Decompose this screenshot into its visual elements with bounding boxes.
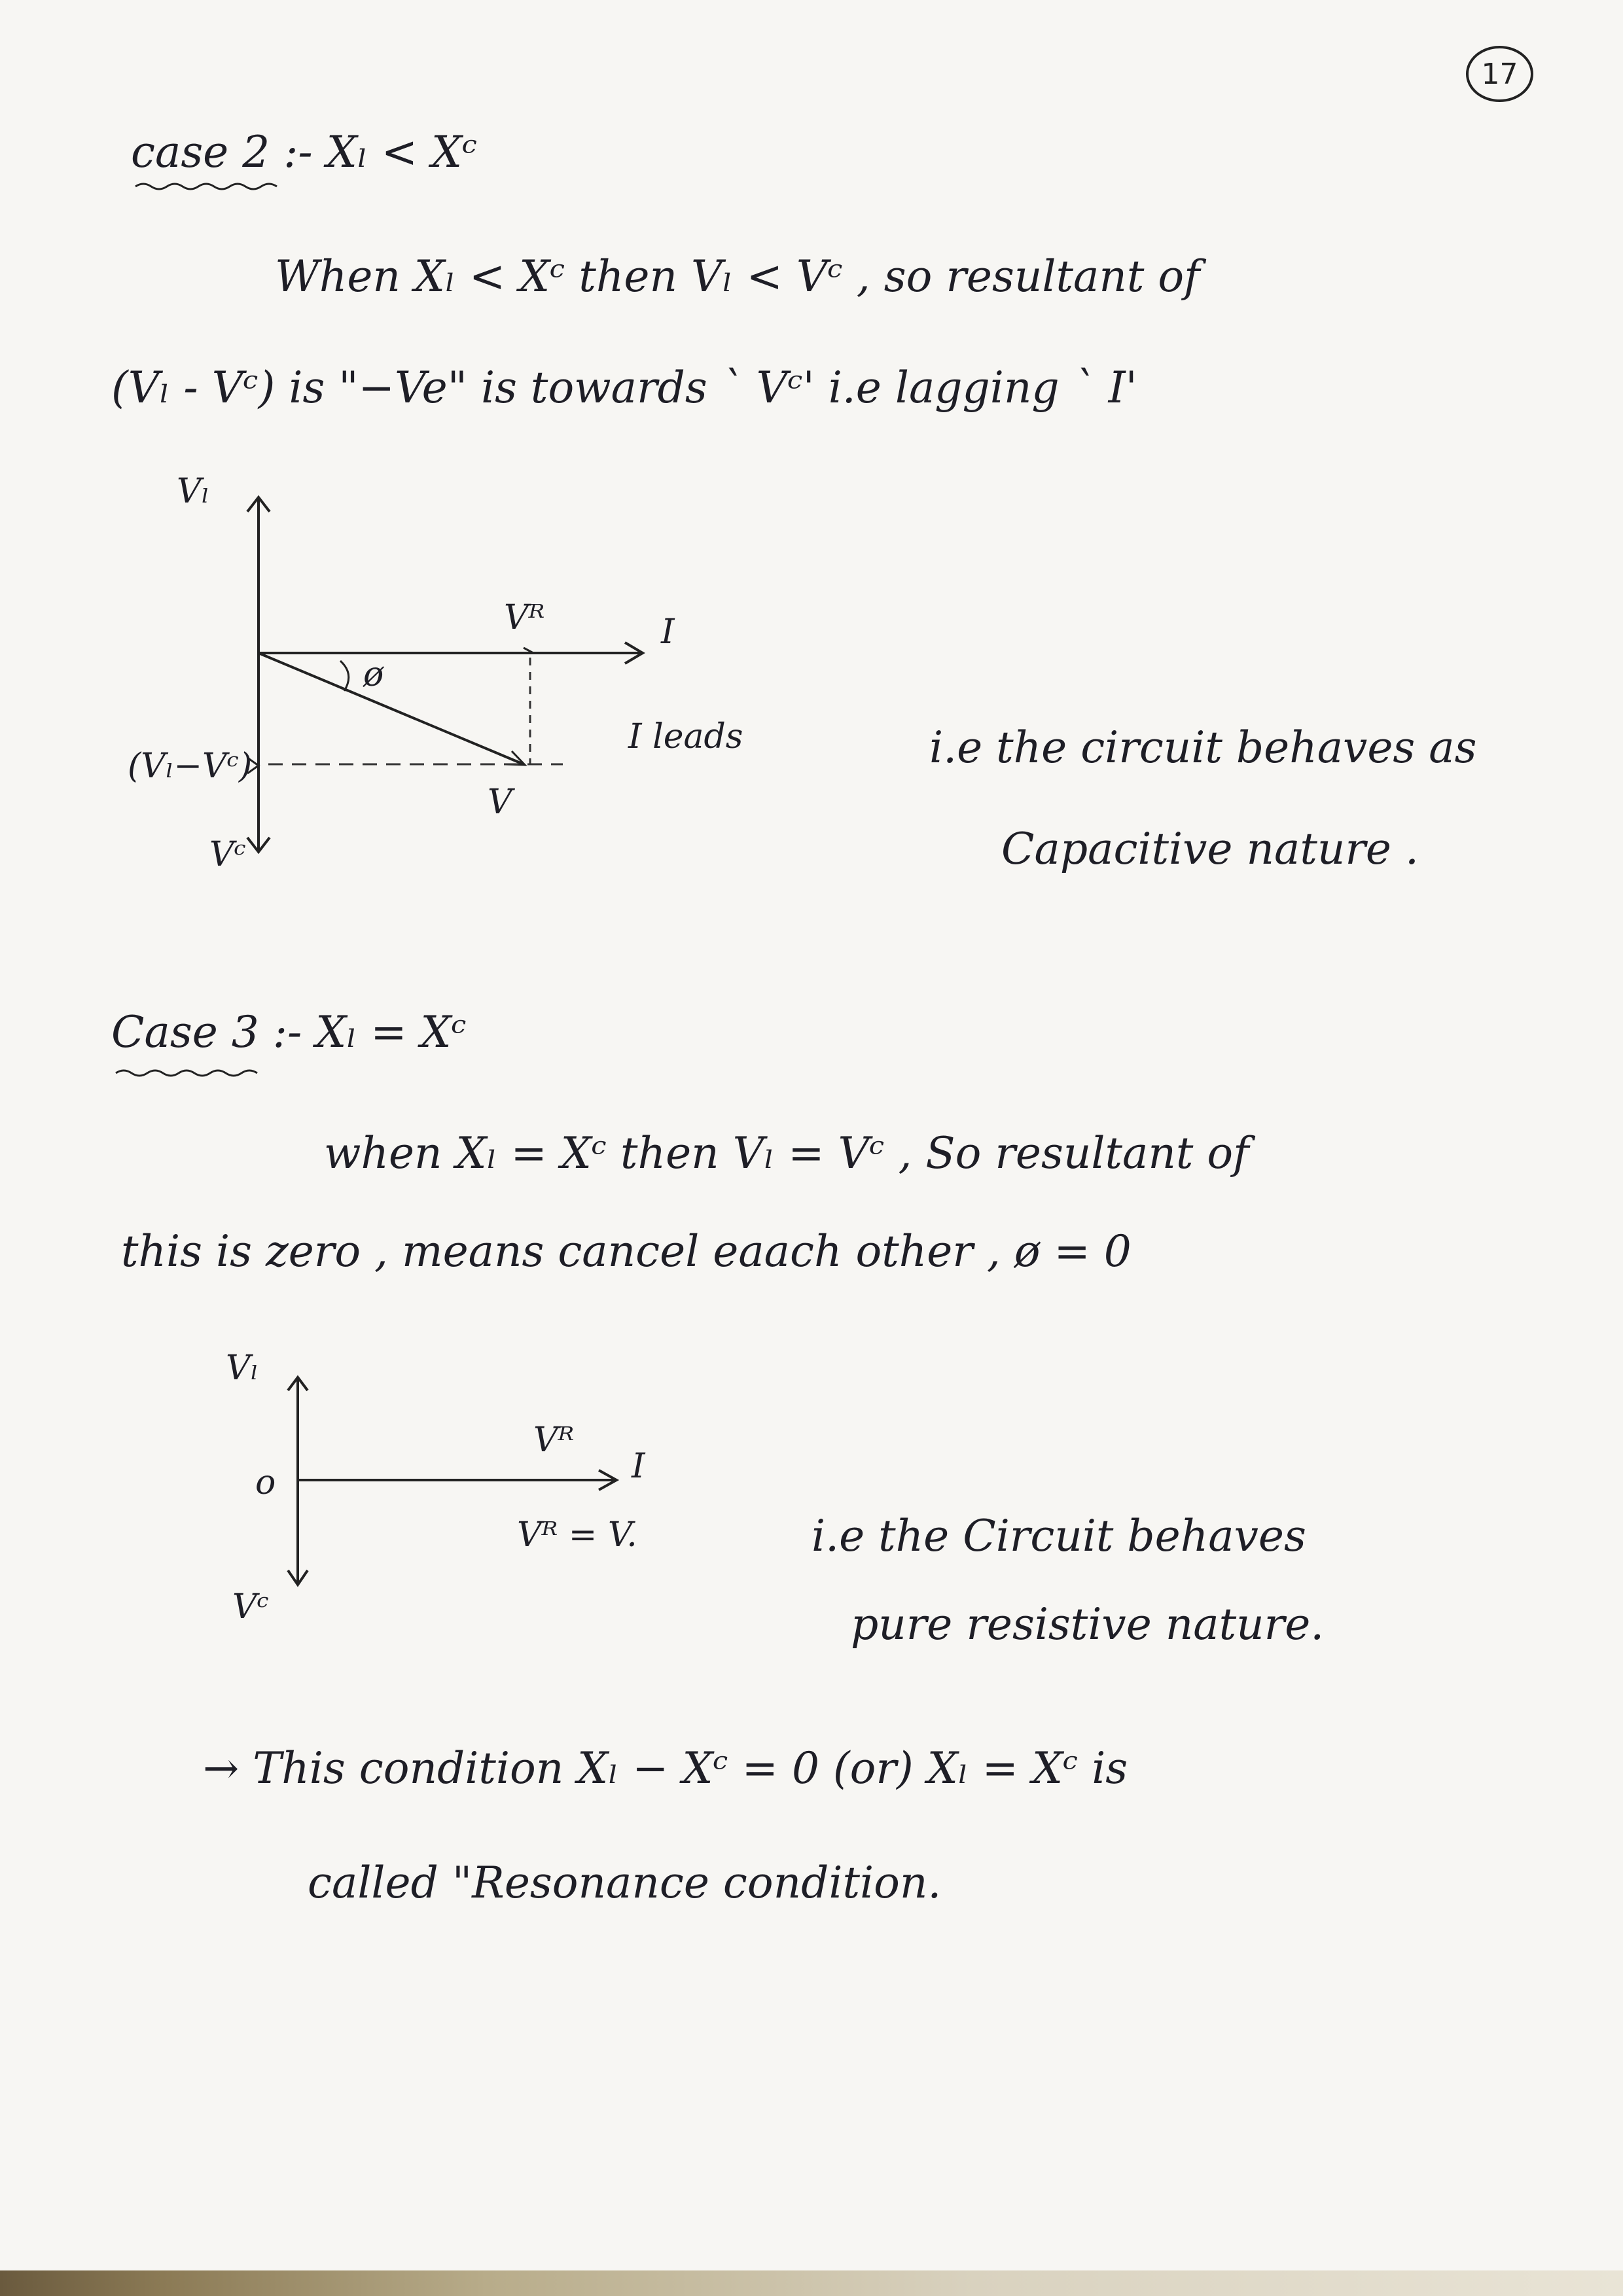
case3-label-o: o [255,1463,276,1502]
case2-resultant-v [259,653,524,764]
case3-label-i: I [632,1447,645,1486]
case2-label-v: V [488,783,512,822]
conclusion-line2: called "Resonance condition. [308,1858,942,1908]
case2-label-vr: Vᴿ [504,598,545,637]
conclusion-line1: → This condition Xₗ − Xᶜ = 0 (or) Xₗ = Xᶜ is [203,1743,1128,1793]
case3-label-vl: Vₗ [226,1349,259,1388]
case2-heading-underline [134,180,285,193]
case3-label-vr-equals-v: Vᴿ = V. [517,1515,637,1555]
case3-phasor-diagram [223,1361,812,1636]
page-bottom-edge [0,2270,1623,2296]
case2-label-vl-minus-vc: (Vₗ−Vᶜ) [128,747,253,786]
case3-heading: Case 3 :- Xₗ = Xᶜ [111,1007,467,1057]
case2-label-i: I [661,612,675,652]
case2-phi-arc [340,661,349,691]
case2-label-vl: Vₗ [177,472,210,511]
case3-label-vr: Vᴿ [533,1421,575,1460]
case2-note-line1: i.e the circuit behaves as [929,722,1477,773]
case3-line1: when Xₗ = Xᶜ then Vₗ = Vᶜ , So resultant of [324,1128,1249,1178]
case3-line2: this is zero , means cancel eaach other , ø = 0 [121,1226,1132,1277]
page-number: 17 [1466,46,1533,102]
case3-note-line2: pure resistive nature. [851,1599,1325,1650]
case2-note-line2: Capacitive nature . [1001,824,1419,874]
case3-note-line1: i.e the Circuit behaves [812,1511,1306,1561]
case2-label-phi: ø [363,655,384,694]
case2-label-vc: Vᶜ [209,835,246,874]
case2-label-i-leads: I leads [628,717,743,756]
case3-heading-underline [115,1067,259,1080]
case2-line2: (Vₗ - Vᶜ) is "−Ve" is towards ` Vᶜ' i.e lagging ` I' [111,362,1137,413]
case3-label-vc: Vᶜ [232,1587,269,1627]
case2-phasor-diagram [105,471,759,890]
case2-line1: When Xₗ < Xᶜ then Vₗ < Vᶜ , so resultant of [275,251,1200,302]
case2-heading: case 2 :- Xₗ < Xᶜ [131,127,478,177]
